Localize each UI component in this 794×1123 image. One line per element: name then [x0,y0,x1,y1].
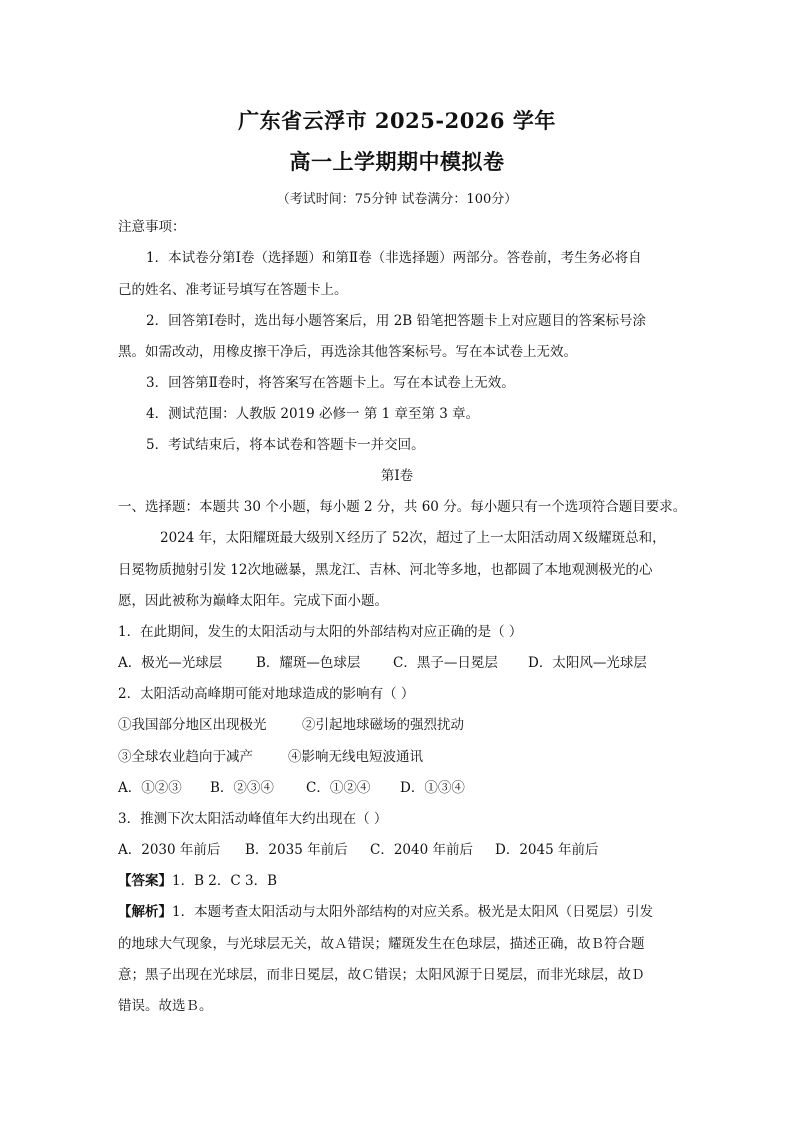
volume-heading: 第Ⅰ卷 [380,468,414,484]
q2-statement-1: ①我国部分地区出现极光 [118,717,267,733]
q2-options [118,778,465,798]
analysis-line-3: 意；黑子出现在光球层，而非日冕层，故Ｃ错误；太阳风源于日冕层，而非光球层，故Ｄ [118,967,645,983]
note-5: 5．考试结束后，将本试卷和答题卡一并交回。 [146,437,425,453]
note-3: 3．回答第Ⅱ卷时，将答案写在答题卡上。写在本试卷上无效。 [146,375,515,391]
q3-option-a: A．2030 年前后 [118,842,221,858]
q1-option-d: D．太阳风—光球层 [528,655,647,671]
answer-label: 【答案】 [118,873,172,889]
q1-option-a: A．极光—光球层 [118,655,223,671]
q3-stem: 3．推测下次太阳活动峰值年大约出现在（ ） [118,811,388,827]
q3-option-d: D．2045 年前后 [495,842,599,858]
note-2a: 2．回答第Ⅰ卷时，选出每小题答案后，用 2B 铅笔把答题卡上对应题目的答案标号涂 [146,313,647,329]
q2-statement-2: ②引起地球磁场的强烈扰动 [302,717,464,733]
q2-statement-3: ③全球农业趋向于减产 [118,749,253,765]
analysis-text-1: 1．本题考查太阳活动与太阳外部结构的对应关系。极光是太阳风（日冕层）引发 [172,904,654,920]
q1-options [118,653,647,673]
notes-heading: 注意事项： [118,219,186,235]
exam-title-line1: 广东省云浮市 2025-2026 学年 [238,108,556,133]
exam-title-line2: 高一上学期期中模拟卷 [289,149,505,174]
q2-option-b: B．②③④ [210,780,274,796]
analysis-line-1 [118,902,653,922]
section-intro: 一、选择题：本题共 30 个小题，每小题 2 分，共 60 分。每小题只有一个选项符合题目要求。 [118,499,687,515]
q2-option-d: D．①③④ [400,780,465,796]
q2-statements-row2 [118,747,423,767]
note-1a: 1．本试卷分第Ⅰ卷（选择题）和第Ⅱ卷（非选择题）两部分。答卷前，考生务必将自 [146,250,642,266]
analysis-line-2: 的地球大气现象，与光球层无关，故Ａ错误；耀斑发生在色球层，描述正确，故Ｂ符合题 [118,936,645,952]
note-4: 4．测试范围：人教版 2019 必修一 第 1 章至第 3 章。 [146,406,480,422]
q2-option-a: A．①②③ [118,780,182,796]
passage-line-3: 愿，因此被称为巅峰太阳年。完成下面小题。 [118,593,388,609]
passage-line-2: 日冕物质抛射引发 12次地磁暴，黑龙江、吉林、河北等多地，也都圆了本地观测极光的心 [118,562,653,578]
q2-option-c: C．①②④ [306,780,371,796]
q1-option-c: C．黑子—日冕层 [393,655,498,671]
answer-text: 1．B 2．C 3．B [172,873,278,889]
q2-statement-4: ④影响无线电短波通讯 [288,749,423,765]
q2-statements-row1 [118,715,464,735]
note-1b: 己的姓名、准考证号填写在答题卡上。 [118,282,348,298]
q1-option-b: B．耀斑—色球层 [256,655,361,671]
q3-option-b: B．2035 年前后 [245,842,348,858]
q1-stem: 1．在此期间，发生的太阳活动与太阳的外部结构对应正确的是（ ） [118,624,523,640]
analysis-line-4: 错误。故选Ｂ。 [118,998,213,1014]
note-2b: 黑。如需改动，用橡皮擦干净后，再选涂其他答案标号。写在本试卷上无效。 [118,344,577,360]
analysis-label: 【解析】 [118,904,172,920]
answer-line [118,871,277,891]
q3-option-c: C．2040 年前后 [370,842,473,858]
exam-info: （考试时间：75分钟 试卷满分：100分） [276,192,518,207]
q2-stem: 2．太阳活动高峰期可能对地球造成的影响有（ ） [118,686,415,702]
passage-line-1: 2024 年，太阳耀斑最大级别Ｘ经历了 52次，超过了上一太阳活动周Ｘ级耀斑总和， [160,530,666,546]
q3-options [118,840,598,860]
